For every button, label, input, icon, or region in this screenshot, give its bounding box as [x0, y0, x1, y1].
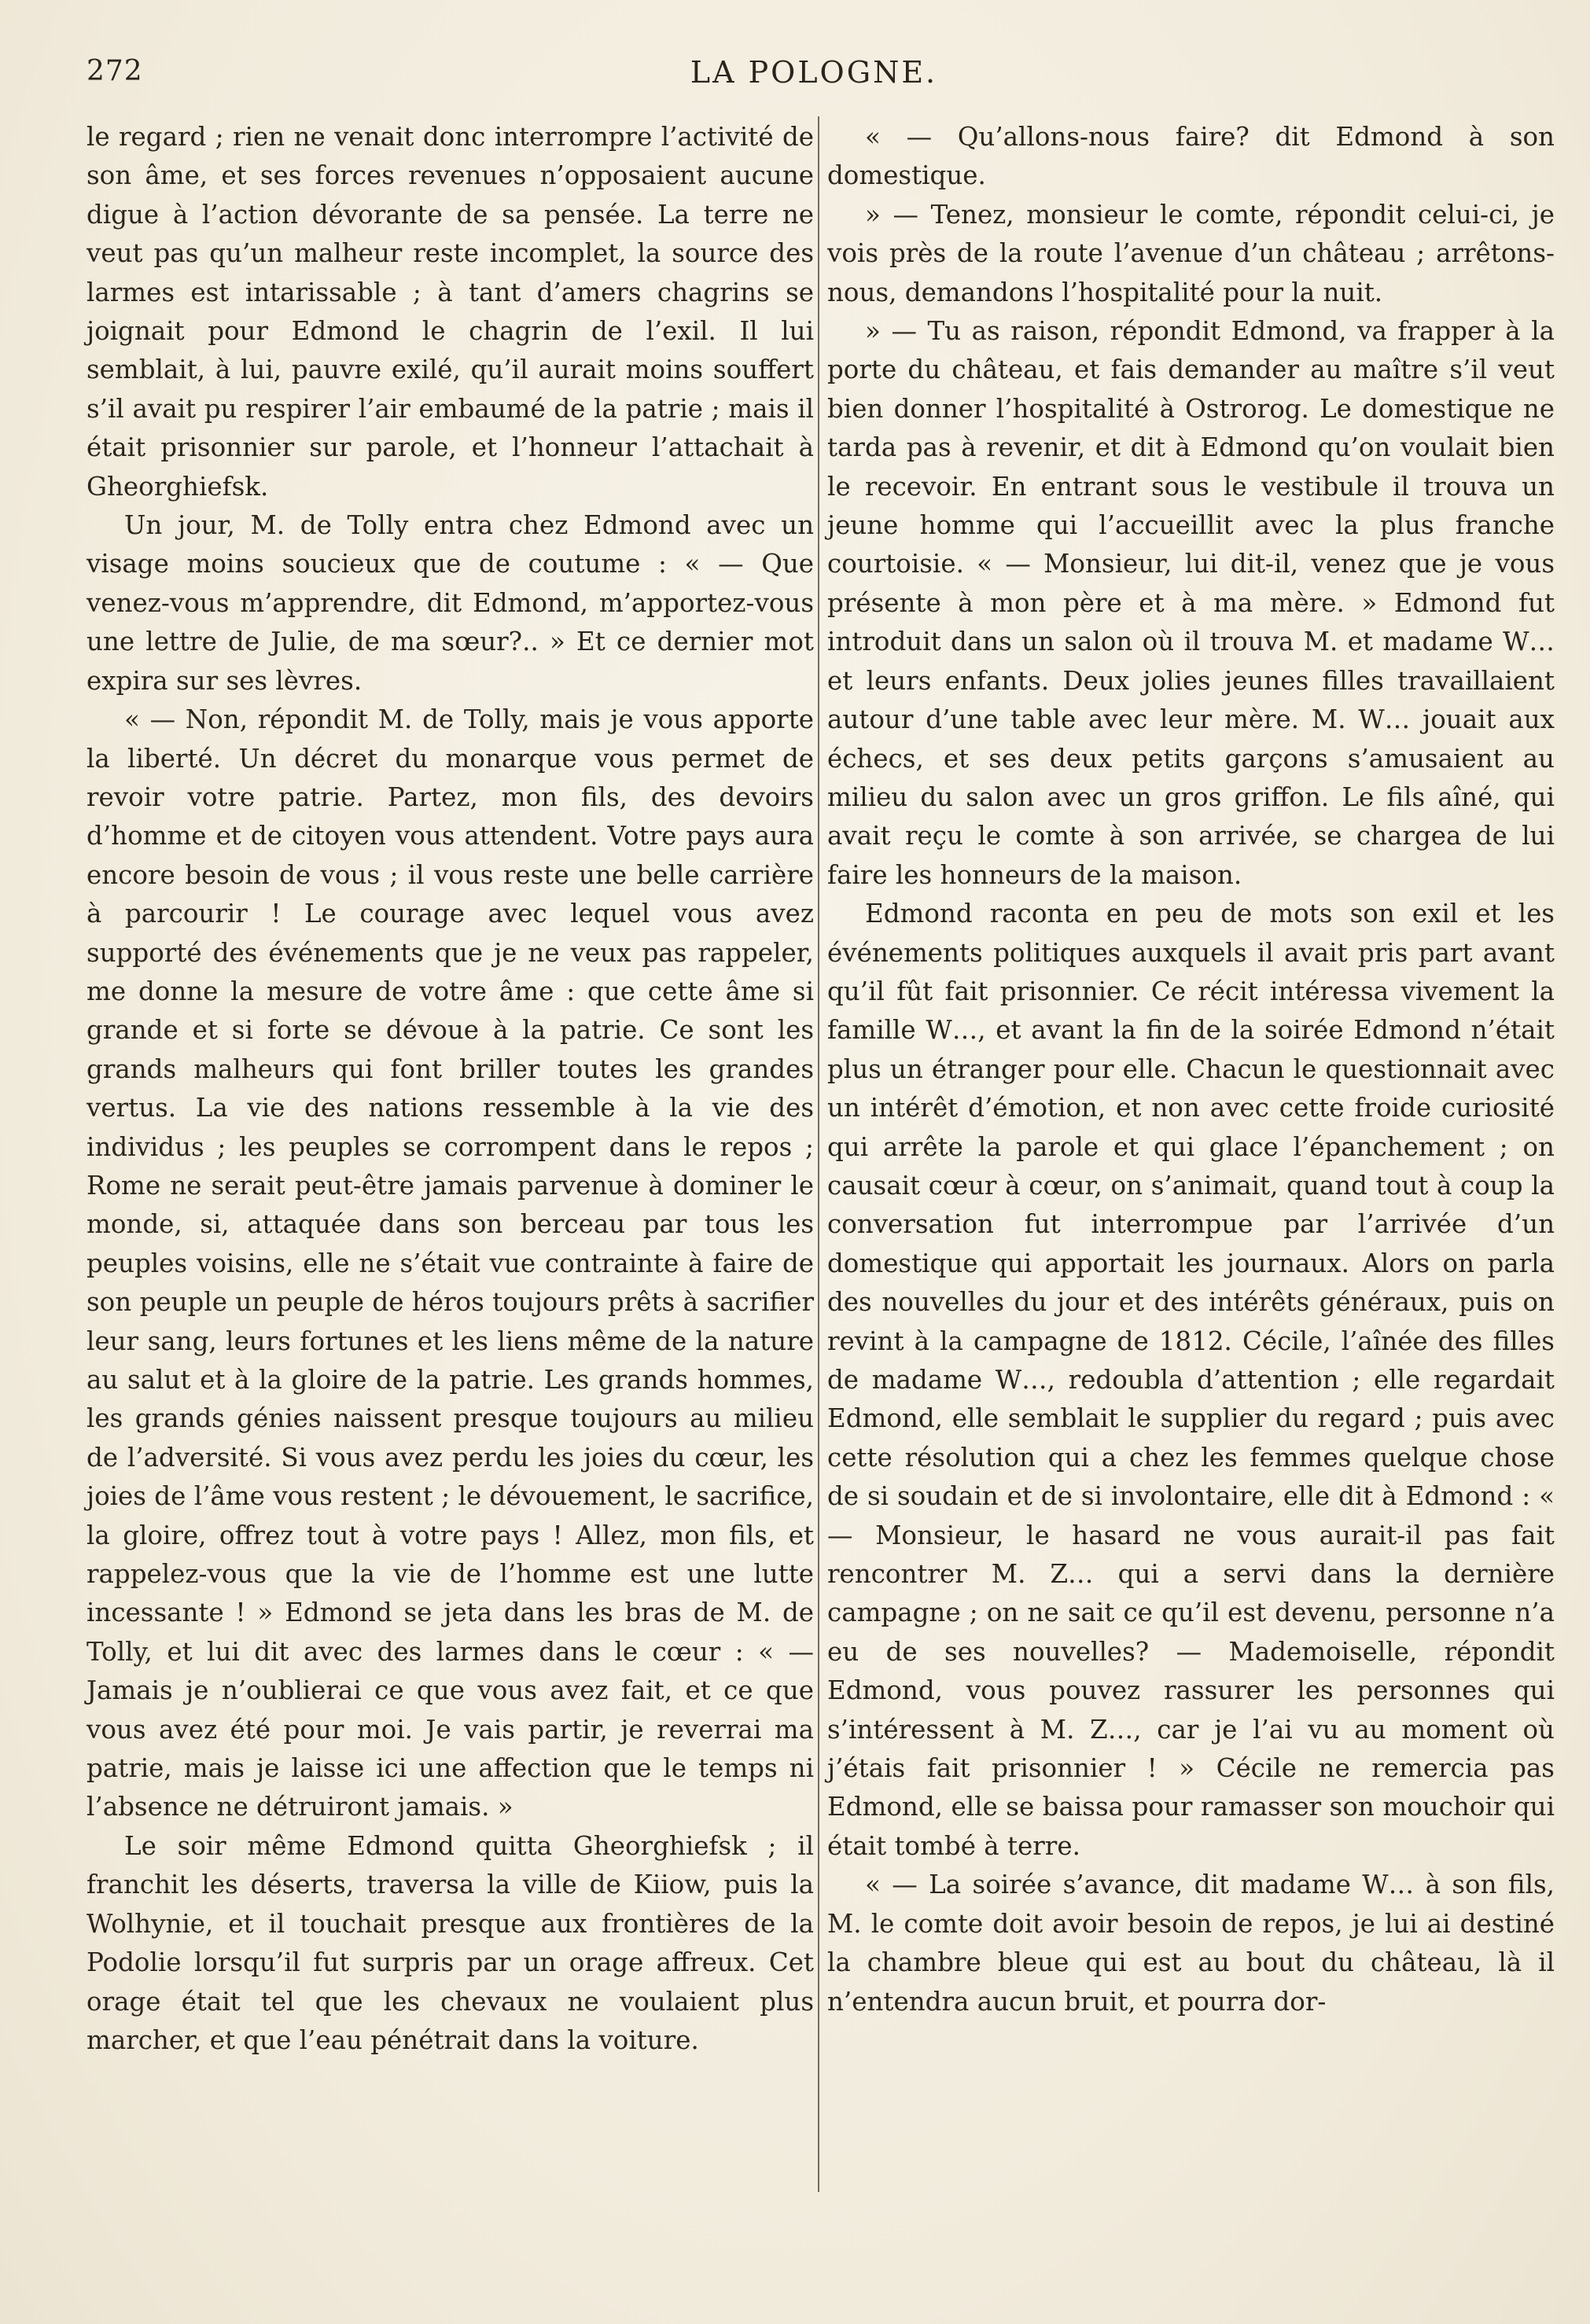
paragraph: « — La soirée s’avance, dit madame W… à son fils, M. le comte doit avoir besoin de repos, je lui ai destiné la chambre bleue qui est au bout du château, là il n’entendra aucun bruit, et pourra dor- [827, 1870, 1555, 2017]
paragraph: « — Qu’allons-nous faire? dit Edmond à son domestique. [827, 122, 1555, 191]
paragraph: « — Non, répondit M. de Tolly, mais je vous apporte la liberté. Un décret du monarque vous permet de revoir votre patrie. Partez, mon fils, des devoirs d’homme et de citoyen vous attendent. Votre pays aura encore besoin de vous ; il vous reste une belle carrière à parcourir ! Le courage avec lequel vous avez supporté des événements que je ne veux pas rappeler, me donne la mesure de votre âme : que cette âme si grande et si forte se dévoue à la patrie. Ce sont les grands malheurs qui font briller toutes les grandes vertus. La vie des nations ressemble à la vie des individus ; les peuples se corrompent dans le repos ; Rome ne serait peut-être jamais parvenue à dominer le monde, si, attaquée dans son berceau par tous les peuples voisins, elle ne s’était vue contrainte à faire de son peuple un peuple de héros toujours prêts à sacrifier leur sang, leurs fortunes et les liens même de la nature au salut et à la gloire de la patrie. Les grands hommes, les grands génies naissent presque toujours au milieu de l’adversité. Si vous avez perdu les joies du cœur, les joies de l’âme vous restent ; le dévouement, le sacrifice, la gloire, offrez tout à votre pays ! Allez, mon fils, et rappelez-vous que la vie de l’homme est une lutte incessante ! » Edmond se jeta dans les bras de M. de Tolly, et lui dit avec des larmes dans le cœur : « — Jamais je n’oublierai ce que vous avez fait, et ce que vous avez été pour moi. Je vais partir, je reverrai ma patrie, mais je laisse ici une affection que le temps ni l’absence ne détruiront jamais. » [86, 704, 814, 1822]
paragraph: » — Tenez, monsieur le comte, répondit celui-ci, je vois près de la route l’avenue d’un château ; arrêtons-nous, demandons l’hospitalité pour la nuit. [827, 199, 1555, 307]
right-column [827, 118, 1555, 2021]
left-column [86, 118, 814, 2060]
paragraph: Un jour, M. de Tolly entra chez Edmond avec un visage moins soucieux que de coutume : « — Que venez-vous m’apprendre, dit Edmond, m’apportez-vous une lettre de Julie, de ma sœur?.. » Et ce dernier mot expira sur ses lèvres. [86, 510, 814, 696]
column-divider [818, 116, 819, 2192]
page-header [86, 55, 1541, 102]
paragraph: Edmond raconta en peu de mots son exil et les événements politiques auxquels il avait pris part avant qu’il fût fait prisonnier. Ce récit intéressa vivement la famille W…, et avant la fin de la soirée Edmond n’était plus un étranger pour elle. Chacun le questionnait avec un intérêt d’émotion, et non avec cette froide curiosité qui arrête la parole et qui glace l’épanchement ; on causait cœur à cœur, on s’animait, quand tout à coup la conversation fut interrompue par l’arrivée d’un domestique qui apportait les journaux. Alors on parla des nouvelles du jour et des intérêts généraux, puis on revint à la campagne de 1812. Cécile, l’aînée des filles de madame W…, redoubla d’attention ; elle regardait Edmond, elle semblait le supplier du regard ; puis avec cette résolution qui a chez les femmes quelque chose de si soudain et de si involontaire, elle dit à Edmond : « — Monsieur, le hasard ne vous aurait-il pas fait rencontrer M. Z… qui a servi dans la dernière campagne ; on ne sait ce qu’il est devenu, personne n’a eu de ses nouvelles? — Mademoiselle, répondit Edmond, vous pouvez rassurer les personnes qui s’intéressent à M. Z…, car je l’ai vu au moment où j’étais fait prisonnier ! » Cécile ne remercia pas Edmond, elle se baissa pour ramasser son mouchoir qui était tombé à terre. [827, 899, 1555, 1861]
paragraph: » — Tu as raison, répondit Edmond, va frapper à la porte du château, et fais demander au maître s’il veut bien donner l’hospitalité à Ostrorog. Le domestique ne tarda pas à revenir, et dit à Edmond qu’on voulait bien le recevoir. En entrant sous le vestibule il trouva un jeune homme qui l’accueillit avec la plus franche courtoisie. « — Monsieur, lui dit-il, venez que je vous présente à mon père et à ma mère. » Edmond fut introduit dans un salon où il trouva M. et madame W… et leurs enfants. Deux jolies jeunes filles travaillaient autour d’une table avec leur mère. M. W… jouait aux échecs, et ses deux petits garçons s’amusaient au milieu du salon avec un gros griffon. Le fils aîné, qui avait reçu le comte à son arrivée, se chargea de lui faire les honneurs de la maison. [827, 316, 1555, 890]
paragraph: Le soir même Edmond quitta Gheorghiefsk ; il franchit les déserts, traversa la ville de Kiiow, puis la Wolhynie, et il touchait presque aux frontières de la Podolie lorsqu’il fut surpris par un orage affreux. Cet orage était tel que les chevaux ne voulaient plus marcher, et que l’eau pénétrait dans la voiture. [86, 1830, 814, 2055]
paragraph: le regard ; rien ne venait donc interrompre l’activité de son âme, et ses forces revenues n’opposaient aucune digue à l’action dévorante de sa pensée. La terre ne veut pas qu’un malheur reste incomplet, la source des larmes est intarissable ; à tant d’amers chagrins se joignait pour Edmond le chagrin de l’exil. Il lui semblait, à lui, pauvre exilé, qu’il aurait moins souffert s’il avait pu respirer l’air embaumé de la patrie ; mais il était prisonnier sur parole, et l’honneur l’attachait à Gheorghiefsk. [86, 122, 814, 502]
page-number: 272 [86, 55, 143, 87]
running-title: LA POLOGNE. [690, 55, 938, 90]
